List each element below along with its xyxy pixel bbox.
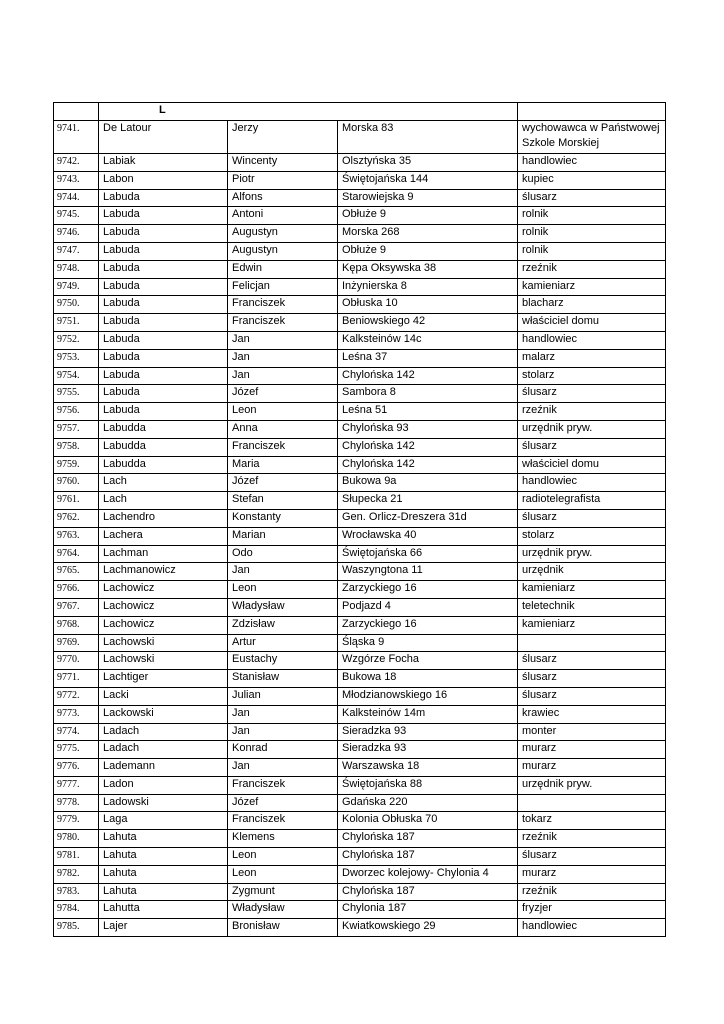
table-row <box>54 367 666 385</box>
section-letter: L <box>99 103 518 121</box>
address-cell: Leśna 51 <box>338 403 518 421</box>
surname-cell: Lach <box>99 474 228 492</box>
surname-cell: Lachera <box>99 527 228 545</box>
entry-number-cell: 9756. <box>54 403 99 421</box>
surname-cell: Labuda <box>99 314 228 332</box>
first-name-cell: Eustachy <box>228 652 338 670</box>
entry-number-cell: 9741. <box>54 121 99 154</box>
first-name-cell: Franciszek <box>228 296 338 314</box>
table-row <box>54 830 666 848</box>
entry-number-cell: 9763. <box>54 527 99 545</box>
table-row <box>54 420 666 438</box>
occupation-cell: murarz <box>518 741 666 759</box>
address-cell: Kolonia Obłuska 70 <box>338 812 518 830</box>
first-name-cell: Julian <box>228 687 338 705</box>
first-name-cell: Franciszek <box>228 438 338 456</box>
surname-cell: Labuda <box>99 242 228 260</box>
entry-number-cell: 9764. <box>54 545 99 563</box>
entry-number-cell: 9771. <box>54 670 99 688</box>
table-row <box>54 776 666 794</box>
occupation-cell: właściciel domu <box>518 456 666 474</box>
first-name-cell: Klemens <box>228 830 338 848</box>
surname-cell: Lahuta <box>99 883 228 901</box>
table-row <box>54 687 666 705</box>
entry-number-cell: 9778. <box>54 794 99 812</box>
table-row <box>54 545 666 563</box>
table-row <box>54 331 666 349</box>
first-name-cell: Leon <box>228 865 338 883</box>
table-row <box>54 492 666 510</box>
surname-cell: Labuda <box>99 278 228 296</box>
address-cell: Warszawska 18 <box>338 759 518 777</box>
occupation-cell: stolarz <box>518 527 666 545</box>
table-row <box>54 652 666 670</box>
first-name-cell: Franciszek <box>228 812 338 830</box>
occupation-cell: ślusarz <box>518 848 666 866</box>
address-cell: Świętojańska 66 <box>338 545 518 563</box>
table-row <box>54 456 666 474</box>
table-row <box>54 349 666 367</box>
entry-number-cell: 9762. <box>54 509 99 527</box>
address-cell: Sieradzka 93 <box>338 741 518 759</box>
registry-table <box>53 102 666 937</box>
occupation-cell: ślusarz <box>518 687 666 705</box>
address-cell: Chylońska 93 <box>338 420 518 438</box>
first-name-cell: Józef <box>228 385 338 403</box>
address-cell: Morska 83 <box>338 121 518 154</box>
surname-cell: Ladach <box>99 723 228 741</box>
entry-number-cell: 9750. <box>54 296 99 314</box>
occupation-cell: handlowiec <box>518 474 666 492</box>
address-cell: Chylońska 187 <box>338 830 518 848</box>
entry-number-cell: 9780. <box>54 830 99 848</box>
entry-number-cell: 9783. <box>54 883 99 901</box>
occupation-cell: handlowiec <box>518 331 666 349</box>
address-cell: Leśna 37 <box>338 349 518 367</box>
occupation-cell: kupiec <box>518 171 666 189</box>
first-name-cell: Jan <box>228 367 338 385</box>
occupation-cell: ślusarz <box>518 189 666 207</box>
address-cell: Inżynierska 8 <box>338 278 518 296</box>
occupation-cell: rzeźnik <box>518 883 666 901</box>
registry-body <box>54 103 666 937</box>
entry-number-cell: 9754. <box>54 367 99 385</box>
entry-number-cell: 9779. <box>54 812 99 830</box>
occupation-cell: urzędnik <box>518 563 666 581</box>
table-row <box>54 527 666 545</box>
entry-number-cell: 9760. <box>54 474 99 492</box>
entry-number-cell: 9758. <box>54 438 99 456</box>
address-cell: Waszyngtona 11 <box>338 563 518 581</box>
table-row <box>54 670 666 688</box>
occupation-cell <box>518 634 666 652</box>
entry-number-cell: 9751. <box>54 314 99 332</box>
address-cell: Gen. Orlicz-Dreszera 31d <box>338 509 518 527</box>
table-row <box>54 581 666 599</box>
occupation-cell: rzeźnik <box>518 403 666 421</box>
surname-cell: Lacki <box>99 687 228 705</box>
address-cell: Zarzyckiego 16 <box>338 581 518 599</box>
first-name-cell: Marian <box>228 527 338 545</box>
occupation-cell: murarz <box>518 865 666 883</box>
entry-number-cell: 9753. <box>54 349 99 367</box>
first-name-cell: Augustyn <box>228 225 338 243</box>
address-cell: Chylonia 187 <box>338 901 518 919</box>
address-cell: Chylońska 142 <box>338 438 518 456</box>
entry-number-cell: 9782. <box>54 865 99 883</box>
occupation-cell: ślusarz <box>518 509 666 527</box>
occupation-cell: fryzjer <box>518 901 666 919</box>
surname-cell: Labuda <box>99 331 228 349</box>
surname-cell: Laga <box>99 812 228 830</box>
first-name-cell: Edwin <box>228 260 338 278</box>
entry-number-cell: 9765. <box>54 563 99 581</box>
address-cell: Wrocławska 40 <box>338 527 518 545</box>
surname-cell: Lahutta <box>99 901 228 919</box>
first-name-cell: Jan <box>228 349 338 367</box>
occupation-cell: tokarz <box>518 812 666 830</box>
surname-cell: Lachowski <box>99 652 228 670</box>
table-row <box>54 865 666 883</box>
table-row <box>54 296 666 314</box>
occupation-cell: kamieniarz <box>518 581 666 599</box>
occupation-cell: urzędnik pryw. <box>518 776 666 794</box>
first-name-cell: Zygmunt <box>228 883 338 901</box>
entry-number-cell: 9773. <box>54 705 99 723</box>
address-cell: Młodzianowskiego 16 <box>338 687 518 705</box>
surname-cell: Labuda <box>99 296 228 314</box>
occupation-cell: ślusarz <box>518 385 666 403</box>
table-row <box>54 598 666 616</box>
occupation-cell: ślusarz <box>518 438 666 456</box>
occupation-cell: stolarz <box>518 367 666 385</box>
occupation-cell: blacharz <box>518 296 666 314</box>
header-blank-cell <box>518 103 666 121</box>
table-row <box>54 385 666 403</box>
occupation-cell: teletechnik <box>518 598 666 616</box>
table-row <box>54 154 666 172</box>
table-row <box>54 848 666 866</box>
entry-number-cell: 9752. <box>54 331 99 349</box>
first-name-cell: Bronisław <box>228 919 338 937</box>
address-cell: Obłuska 10 <box>338 296 518 314</box>
occupation-cell: urzędnik pryw. <box>518 420 666 438</box>
entry-number-cell: 9774. <box>54 723 99 741</box>
first-name-cell: Wincenty <box>228 154 338 172</box>
first-name-cell: Piotr <box>228 171 338 189</box>
first-name-cell: Franciszek <box>228 776 338 794</box>
first-name-cell: Artur <box>228 634 338 652</box>
address-cell: Beniowskiego 42 <box>338 314 518 332</box>
surname-cell: Lahuta <box>99 830 228 848</box>
surname-cell: Labon <box>99 171 228 189</box>
table-row <box>54 919 666 937</box>
entry-number-cell: 9775. <box>54 741 99 759</box>
occupation-cell: rolnik <box>518 207 666 225</box>
first-name-cell: Felicjan <box>228 278 338 296</box>
address-cell: Chylońska 187 <box>338 848 518 866</box>
first-name-cell: Maria <box>228 456 338 474</box>
surname-cell: Labudda <box>99 438 228 456</box>
surname-cell: Lahuta <box>99 848 228 866</box>
first-name-cell: Alfons <box>228 189 338 207</box>
address-cell: Podjazd 4 <box>338 598 518 616</box>
surname-cell: Lackowski <box>99 705 228 723</box>
occupation-cell: radiotelegrafista <box>518 492 666 510</box>
occupation-cell: rolnik <box>518 242 666 260</box>
surname-cell: Lachendro <box>99 509 228 527</box>
occupation-cell: kamieniarz <box>518 278 666 296</box>
table-row <box>54 883 666 901</box>
surname-cell: Labuda <box>99 403 228 421</box>
surname-cell: Labuda <box>99 385 228 403</box>
surname-cell: Labuda <box>99 225 228 243</box>
table-row <box>54 242 666 260</box>
occupation-cell: wychowawca w Państwowej Szkole Morskiej <box>518 121 666 154</box>
table-row <box>54 260 666 278</box>
first-name-cell: Leon <box>228 581 338 599</box>
occupation-cell: murarz <box>518 759 666 777</box>
surname-cell: Ladon <box>99 776 228 794</box>
table-row <box>54 812 666 830</box>
table-row <box>54 189 666 207</box>
table-row <box>54 705 666 723</box>
entry-number-cell: 9742. <box>54 154 99 172</box>
address-cell: Gdańska 220 <box>338 794 518 812</box>
address-cell: Chylońska 187 <box>338 883 518 901</box>
first-name-cell: Franciszek <box>228 314 338 332</box>
address-cell: Sambora 8 <box>338 385 518 403</box>
surname-cell: Lajer <box>99 919 228 937</box>
surname-cell: Lachman <box>99 545 228 563</box>
surname-cell: Labuda <box>99 189 228 207</box>
surname-cell: Lachowicz <box>99 616 228 634</box>
first-name-cell: Odo <box>228 545 338 563</box>
occupation-cell: ślusarz <box>518 670 666 688</box>
table-row <box>54 509 666 527</box>
occupation-cell: handlowiec <box>518 919 666 937</box>
entry-number-cell: 9781. <box>54 848 99 866</box>
surname-cell: Lahuta <box>99 865 228 883</box>
table-row <box>54 616 666 634</box>
first-name-cell: Jerzy <box>228 121 338 154</box>
table-row <box>54 314 666 332</box>
entry-number-cell: 9776. <box>54 759 99 777</box>
entry-number-cell: 9766. <box>54 581 99 599</box>
entry-number-cell: 9747. <box>54 242 99 260</box>
address-cell: Kwiatkowskiego 29 <box>338 919 518 937</box>
table-row <box>54 207 666 225</box>
first-name-cell: Konrad <box>228 741 338 759</box>
first-name-cell: Stefan <box>228 492 338 510</box>
address-cell: Obłuże 9 <box>338 207 518 225</box>
first-name-cell: Władysław <box>228 901 338 919</box>
surname-cell: De Latour <box>99 121 228 154</box>
address-cell: Świętojańska 88 <box>338 776 518 794</box>
first-name-cell: Józef <box>228 794 338 812</box>
first-name-cell: Augustyn <box>228 242 338 260</box>
surname-cell: Labuda <box>99 349 228 367</box>
occupation-cell: rolnik <box>518 225 666 243</box>
surname-cell: Ladowski <box>99 794 228 812</box>
address-cell: Kalksteinów 14m <box>338 705 518 723</box>
entry-number-cell: 9743. <box>54 171 99 189</box>
address-cell: Słupecka 21 <box>338 492 518 510</box>
first-name-cell: Konstanty <box>228 509 338 527</box>
occupation-cell: kamieniarz <box>518 616 666 634</box>
table-row <box>54 121 666 154</box>
table-row <box>54 225 666 243</box>
table-row <box>54 563 666 581</box>
table-row <box>54 403 666 421</box>
address-cell: Zarzyckiego 16 <box>338 616 518 634</box>
entry-number-cell: 9757. <box>54 420 99 438</box>
entry-number-cell: 9759. <box>54 456 99 474</box>
surname-cell: Lachowicz <box>99 581 228 599</box>
entry-number-cell: 9755. <box>54 385 99 403</box>
entry-number-cell: 9772. <box>54 687 99 705</box>
occupation-cell <box>518 794 666 812</box>
entry-number-cell: 9749. <box>54 278 99 296</box>
address-cell: Olsztyńska 35 <box>338 154 518 172</box>
address-cell: Chylońska 142 <box>338 456 518 474</box>
occupation-cell: krawiec <box>518 705 666 723</box>
entry-number-cell: 9777. <box>54 776 99 794</box>
table-row <box>54 901 666 919</box>
surname-cell: Lademann <box>99 759 228 777</box>
address-cell: Kępa Oksywska 38 <box>338 260 518 278</box>
entry-number-cell: 9785. <box>54 919 99 937</box>
first-name-cell: Józef <box>228 474 338 492</box>
occupation-cell: malarz <box>518 349 666 367</box>
first-name-cell: Jan <box>228 331 338 349</box>
surname-cell: Lachowicz <box>99 598 228 616</box>
table-row <box>54 474 666 492</box>
header-blank-cell <box>54 103 99 121</box>
address-cell: Bukowa 9a <box>338 474 518 492</box>
table-row <box>54 759 666 777</box>
address-cell: Sieradzka 93 <box>338 723 518 741</box>
occupation-cell: monter <box>518 723 666 741</box>
table-row <box>54 723 666 741</box>
surname-cell: Lachmanowicz <box>99 563 228 581</box>
first-name-cell: Władysław <box>228 598 338 616</box>
table-row <box>54 278 666 296</box>
surname-cell: Lachtiger <box>99 670 228 688</box>
occupation-cell: rzeźnik <box>518 830 666 848</box>
surname-cell: Labuda <box>99 260 228 278</box>
entry-number-cell: 9748. <box>54 260 99 278</box>
surname-cell: Labudda <box>99 456 228 474</box>
first-name-cell: Antoni <box>228 207 338 225</box>
entry-number-cell: 9768. <box>54 616 99 634</box>
address-cell: Chylońska 142 <box>338 367 518 385</box>
occupation-cell: rzeźnik <box>518 260 666 278</box>
first-name-cell: Jan <box>228 759 338 777</box>
first-name-cell: Jan <box>228 723 338 741</box>
table-row <box>54 794 666 812</box>
first-name-cell: Stanisław <box>228 670 338 688</box>
entry-number-cell: 9770. <box>54 652 99 670</box>
first-name-cell: Jan <box>228 705 338 723</box>
first-name-cell: Leon <box>228 403 338 421</box>
occupation-cell: handlowiec <box>518 154 666 172</box>
occupation-cell: urzędnik pryw. <box>518 545 666 563</box>
surname-cell: Lach <box>99 492 228 510</box>
surname-cell: Labuda <box>99 207 228 225</box>
table-row <box>54 171 666 189</box>
address-cell: Świętojańska 144 <box>338 171 518 189</box>
first-name-cell: Jan <box>228 563 338 581</box>
section-header-row <box>54 103 666 121</box>
surname-cell: Labuda <box>99 367 228 385</box>
occupation-cell: właściciel domu <box>518 314 666 332</box>
entry-number-cell: 9767. <box>54 598 99 616</box>
address-cell: Dworzec kolejowy- Chylonia 4 <box>338 865 518 883</box>
entry-number-cell: 9744. <box>54 189 99 207</box>
address-cell: Starowiejska 9 <box>338 189 518 207</box>
surname-cell: Labiak <box>99 154 228 172</box>
entry-number-cell: 9761. <box>54 492 99 510</box>
surname-cell: Ladach <box>99 741 228 759</box>
address-cell: Wzgórze Focha <box>338 652 518 670</box>
first-name-cell: Anna <box>228 420 338 438</box>
address-cell: Morska 268 <box>338 225 518 243</box>
occupation-cell: ślusarz <box>518 652 666 670</box>
address-cell: Obłuże 9 <box>338 242 518 260</box>
surname-cell: Lachowski <box>99 634 228 652</box>
first-name-cell: Leon <box>228 848 338 866</box>
address-cell: Kalksteinów 14c <box>338 331 518 349</box>
entry-number-cell: 9769. <box>54 634 99 652</box>
address-cell: Bukowa 18 <box>338 670 518 688</box>
table-row <box>54 634 666 652</box>
table-row <box>54 438 666 456</box>
table-row <box>54 741 666 759</box>
first-name-cell: Zdzisław <box>228 616 338 634</box>
entry-number-cell: 9784. <box>54 901 99 919</box>
entry-number-cell: 9746. <box>54 225 99 243</box>
surname-cell: Labudda <box>99 420 228 438</box>
entry-number-cell: 9745. <box>54 207 99 225</box>
address-cell: Śląska 9 <box>338 634 518 652</box>
